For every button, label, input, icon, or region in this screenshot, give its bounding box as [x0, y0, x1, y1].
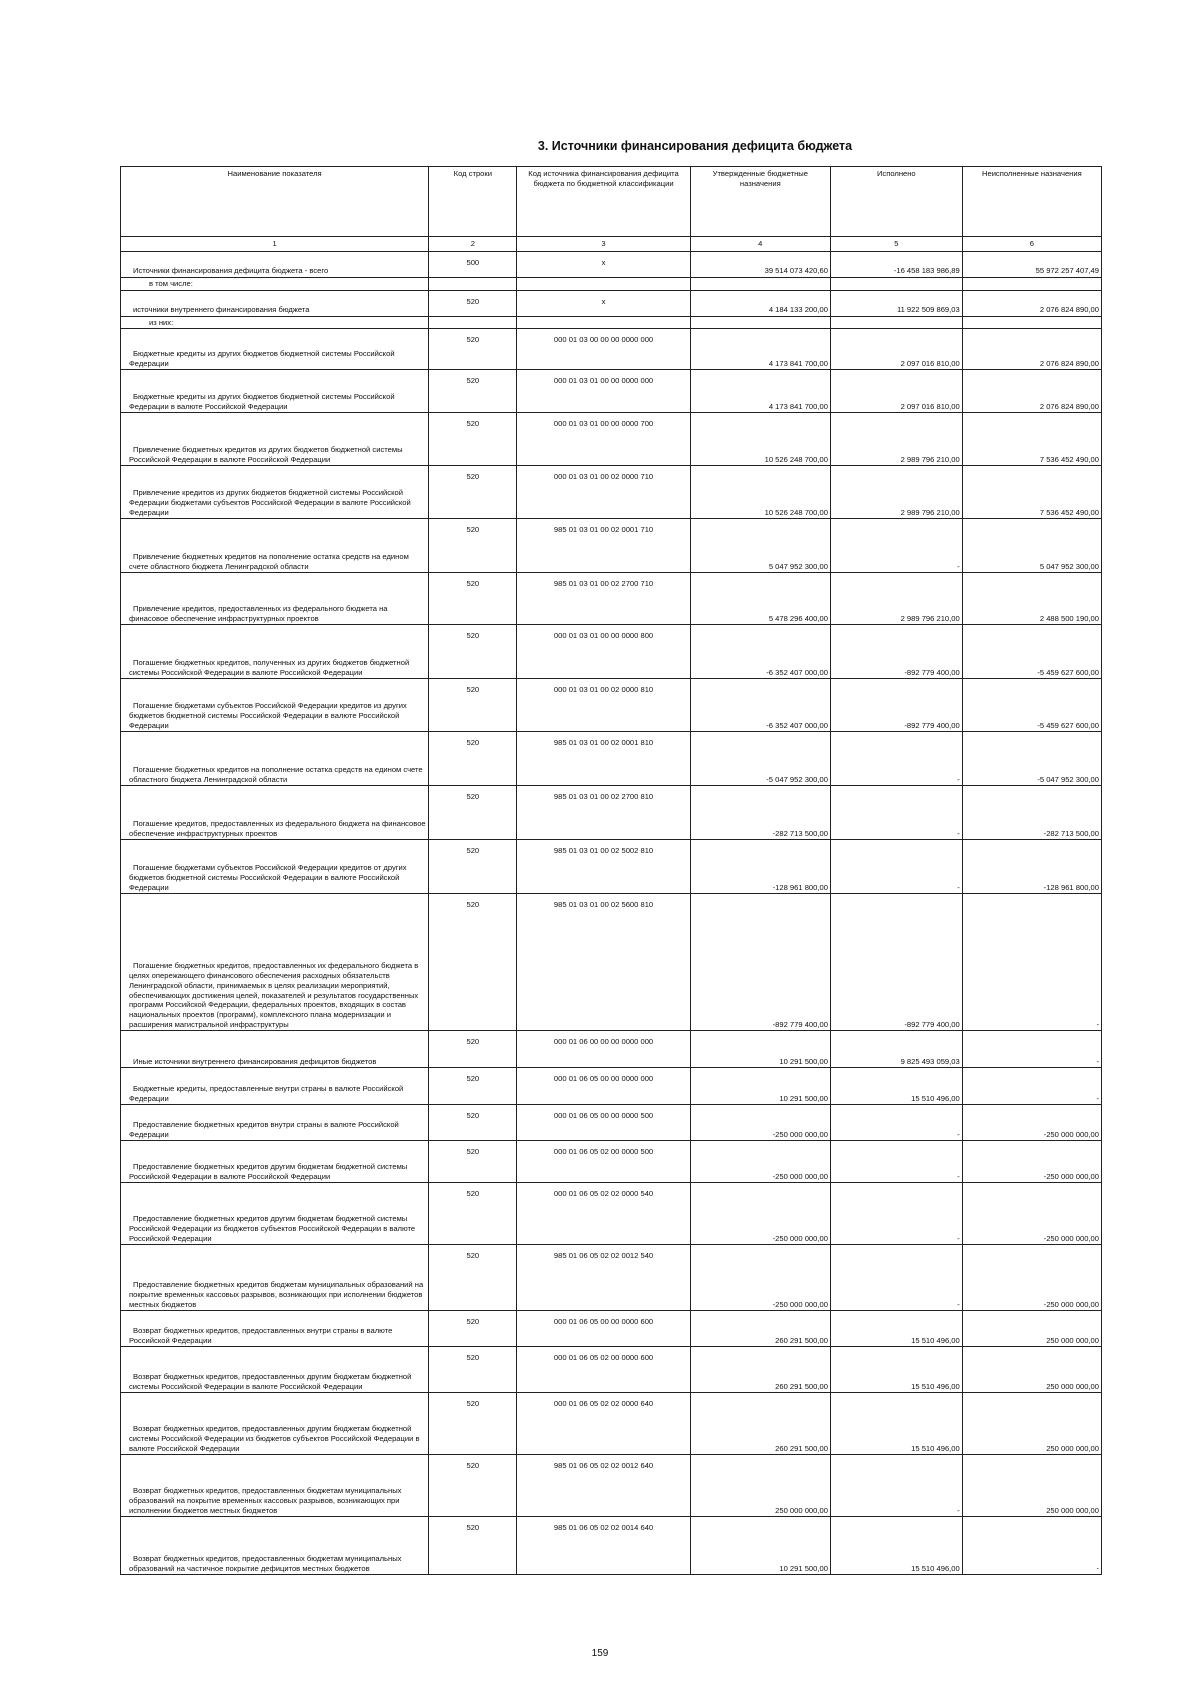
indicator-text: Бюджетные кредиты, предоставленные внутри страны в валюте Российской Федерации	[129, 1084, 404, 1103]
page-number: 159	[591, 1648, 609, 1659]
row-unexecuted-amount: 250 000 000,00	[962, 1347, 1101, 1393]
row-line-code: 520	[429, 466, 517, 519]
row-approved-amount: -282 713 500,00	[690, 786, 830, 840]
row-source-code: 000 01 03 00 00 00 0000 000	[517, 329, 690, 370]
row-executed-amount: -	[830, 1183, 962, 1245]
row-unexecuted-amount: 7 536 452 490,00	[962, 466, 1101, 519]
row-source-code: 000 01 06 05 02 00 0000 600	[517, 1347, 690, 1393]
row-unexecuted-amount: -282 713 500,00	[962, 786, 1101, 840]
row-approved-amount: -6 352 407 000,00	[690, 625, 830, 679]
row-approved-amount: -128 961 800,00	[690, 840, 830, 894]
row-indicator-name	[121, 1517, 429, 1575]
row-indicator-name	[121, 1245, 429, 1311]
row-source-code: 000 01 03 01 00 00 0000 000	[517, 370, 690, 413]
table-subheading-row	[121, 316, 1102, 329]
table-row	[121, 840, 1102, 894]
row-source-code: 000 01 03 01 00 02 0000 710	[517, 466, 690, 519]
indicator-text: Погашение кредитов, предоставленных из федерального бюджета на финансовое обеспечение инфраструктурных проектов	[129, 819, 426, 838]
row-approved-amount: 260 291 500,00	[690, 1347, 830, 1393]
indicator-text: Возврат бюджетных кредитов, предоставленных другим бюджетам бюджетной системы Российской Федерации в валюте Российской Федерации	[129, 1372, 412, 1391]
row-indicator-name	[121, 1183, 429, 1245]
row-source-code: 000 01 03 01 00 02 0000 810	[517, 679, 690, 732]
table-row	[121, 290, 1102, 316]
table-row	[121, 1105, 1102, 1141]
row-indicator-name	[121, 1031, 429, 1068]
row-approved-amount: 250 000 000,00	[690, 1455, 830, 1517]
row-source-code: 985 01 03 01 00 02 2700 810	[517, 786, 690, 840]
indicator-text: Возврат бюджетных кредитов, предоставленных другим бюджетам бюджетной системы Российской Федерации из бюджетов субъектов Российской Федерации в валюте Российской Федерации	[129, 1424, 420, 1453]
indicator-text: Источники финансирования дефицита бюджета - всего	[133, 266, 329, 276]
row-approved-amount: 4 173 841 700,00	[690, 329, 830, 370]
row-line-code: 520	[429, 1068, 517, 1105]
row-unexecuted-amount: -250 000 000,00	[962, 1183, 1101, 1245]
empty-cell	[517, 278, 690, 291]
row-indicator-name	[121, 573, 429, 625]
row-source-code: 000 01 06 05 00 00 0000 000	[517, 1068, 690, 1105]
row-approved-amount: 10 291 500,00	[690, 1068, 830, 1105]
row-executed-amount: 15 510 496,00	[830, 1311, 962, 1347]
indicator-text: Предоставление бюджетных кредитов внутри страны в валюте Российской Федерации	[129, 1120, 399, 1139]
indicator-text: Предоставление бюджетных кредитов другим бюджетам бюджетной системы Российской Федерации из бюджетов субъектов Российской Федерации в валюте Российской Федерации	[129, 1214, 416, 1243]
row-executed-amount: -	[830, 840, 962, 894]
table-row	[121, 1141, 1102, 1183]
empty-cell	[517, 316, 690, 329]
table-subheading-row	[121, 278, 1102, 291]
row-source-code: 985 01 06 05 02 02 0012 640	[517, 1455, 690, 1517]
row-source-code: 985 01 03 01 00 02 5600 810	[517, 894, 690, 1031]
indicator-text: Возврат бюджетных кредитов, предоставленных внутри страны в валюте Российской Федерации	[129, 1326, 393, 1345]
row-approved-amount: -6 352 407 000,00	[690, 679, 830, 732]
row-executed-amount: 2 989 796 210,00	[830, 573, 962, 625]
row-source-code: 000 01 06 05 02 02 0000 540	[517, 1183, 690, 1245]
row-executed-amount: -	[830, 1455, 962, 1517]
header-source-code: Код источника финансирования дефицита бюджета по бюджетной классификации	[517, 167, 690, 237]
table-row	[121, 894, 1102, 1031]
row-source-code: 000 01 06 00 00 00 0000 000	[517, 1031, 690, 1068]
row-executed-amount: -	[830, 1141, 962, 1183]
indicator-text: Погашение бюджетами субъектов Российской Федерации кредитов из других бюджетов бюджетной системы Российской Федерации в валюте Российской Федерации	[129, 701, 407, 730]
empty-cell	[830, 316, 962, 329]
row-unexecuted-amount: 2 076 824 890,00	[962, 290, 1101, 316]
empty-cell	[962, 316, 1101, 329]
row-approved-amount: -250 000 000,00	[690, 1183, 830, 1245]
indicator-text: Погашение бюджетных кредитов, предоставленных их федерального бюджета в целях опережающего финансового обеспечения расходных обязательств Ленинградской области, принимаемых в целях реализации мероприятий, обеспечивающих достижения целей, показателей и результатов государственных программ Российской Федерации, федеральных проектов, входящих в состав национальных проектов (программ), комплексного плана модернизации и расширения магистральной инфраструктуры	[129, 961, 419, 1029]
row-approved-amount: -892 779 400,00	[690, 894, 830, 1031]
row-source-code: 985 01 03 01 00 02 0001 810	[517, 732, 690, 786]
table-row	[121, 1245, 1102, 1311]
row-approved-amount: 39 514 073 420,60	[690, 252, 830, 278]
row-executed-amount: -	[830, 732, 962, 786]
row-line-code: 520	[429, 679, 517, 732]
table-row	[121, 413, 1102, 466]
row-subheading: из них:	[121, 316, 429, 329]
row-source-code: 985 01 06 05 02 02 0012 540	[517, 1245, 690, 1311]
row-executed-amount: -892 779 400,00	[830, 679, 962, 732]
table-row	[121, 1068, 1102, 1105]
row-approved-amount: 4 184 133 200,00	[690, 290, 830, 316]
row-source-code: 000 01 06 05 02 02 0000 640	[517, 1393, 690, 1455]
table-row	[121, 466, 1102, 519]
row-unexecuted-amount: 250 000 000,00	[962, 1393, 1101, 1455]
row-line-code: 520	[429, 1141, 517, 1183]
row-executed-amount: -892 779 400,00	[830, 894, 962, 1031]
row-line-code: 520	[429, 894, 517, 1031]
row-executed-amount: -	[830, 1105, 962, 1141]
row-line-code: 520	[429, 290, 517, 316]
column-number: 5	[830, 237, 962, 252]
row-unexecuted-amount: -	[962, 894, 1101, 1031]
row-unexecuted-amount: -5 459 627 600,00	[962, 679, 1101, 732]
row-unexecuted-amount: 7 536 452 490,00	[962, 413, 1101, 466]
row-unexecuted-amount: 2 076 824 890,00	[962, 370, 1101, 413]
table-row	[121, 519, 1102, 573]
row-indicator-name	[121, 625, 429, 679]
table-body	[121, 252, 1102, 1575]
row-executed-amount: 2 989 796 210,00	[830, 413, 962, 466]
indicator-text: Привлечение бюджетных кредитов на пополнение остатка средств на едином счете областного бюджета Ленинградской области	[129, 552, 409, 571]
table-row	[121, 625, 1102, 679]
indicator-text: Возврат бюджетных кредитов, предоставленных бюджетам муниципальных образований на покрытие временных кассовых разрывов, возникающих при исполнении бюджетов местных бюджетов	[129, 1486, 402, 1515]
row-approved-amount: 5 047 952 300,00	[690, 519, 830, 573]
row-line-code: 520	[429, 1455, 517, 1517]
row-subheading: в том числе:	[121, 278, 429, 291]
row-line-code: 520	[429, 1347, 517, 1393]
row-executed-amount: 11 922 509 869,03	[830, 290, 962, 316]
column-number: 6	[962, 237, 1101, 252]
row-executed-amount: -892 779 400,00	[830, 625, 962, 679]
table-row	[121, 252, 1102, 278]
table-row	[121, 679, 1102, 732]
row-line-code: 520	[429, 329, 517, 370]
row-unexecuted-amount: 5 047 952 300,00	[962, 519, 1101, 573]
indicator-text: Привлечение кредитов, предоставленных из федерального бюджета на финасовое обеспечение инфраструктурных проектов	[129, 604, 388, 623]
row-executed-amount: 15 510 496,00	[830, 1068, 962, 1105]
row-source-code: 985 01 03 01 00 02 2700 710	[517, 573, 690, 625]
row-approved-amount: 10 526 248 700,00	[690, 466, 830, 519]
header-approved: Утвержденные бюджетные назначения	[690, 167, 830, 237]
table-row	[121, 1183, 1102, 1245]
row-indicator-name	[121, 466, 429, 519]
row-unexecuted-amount: 250 000 000,00	[962, 1311, 1101, 1347]
row-indicator-name	[121, 290, 429, 316]
row-unexecuted-amount: -5 047 952 300,00	[962, 732, 1101, 786]
row-line-code: 500	[429, 252, 517, 278]
table-row	[121, 1393, 1102, 1455]
indicator-text: Погашение бюджетных кредитов, полученных из других бюджетов бюджетной системы Российской Федерации в валюте Российской Федерации	[129, 658, 410, 677]
row-indicator-name	[121, 329, 429, 370]
row-approved-amount: 10 526 248 700,00	[690, 413, 830, 466]
header-line-code: Код строки	[429, 167, 517, 237]
row-approved-amount: -250 000 000,00	[690, 1245, 830, 1311]
indicator-text: Бюджетные кредиты из других бюджетов бюджетной системы Российской Федерации в валюте Российской Федерации	[129, 392, 395, 411]
table-row	[121, 370, 1102, 413]
table-row	[121, 1347, 1102, 1393]
column-number: 3	[517, 237, 690, 252]
indicator-text: Погашение бюджетных кредитов на пополнение остатка средств на едином счете областного бюджета Ленинградской области	[129, 765, 423, 784]
indicator-text: Предоставление бюджетных кредитов другим бюджетам бюджетной системы Российской Федерации в валюте Российской Федерации	[129, 1162, 408, 1181]
row-indicator-name	[121, 413, 429, 466]
row-line-code: 520	[429, 1517, 517, 1575]
row-source-code: 000 01 06 05 00 00 0000 500	[517, 1105, 690, 1141]
empty-cell	[429, 278, 517, 291]
indicator-text: Возврат бюджетных кредитов, предоставленных бюджетам муниципальных образований на частичное покрытие дефицитов местных бюджетов	[129, 1554, 402, 1573]
indicator-text: источники внутреннего финансирования бюджета	[133, 305, 310, 314]
row-indicator-name	[121, 1393, 429, 1455]
indicator-text: Погашение бюджетами субъектов Российской Федерации кредитов от других бюджетов бюджетной системы Российской Федерации в валюте Российской Федерации	[129, 863, 407, 892]
row-source-code: 000 01 03 01 00 00 0000 800	[517, 625, 690, 679]
row-executed-amount: 9 825 493 059,03	[830, 1031, 962, 1068]
row-executed-amount: -16 458 183 986,89	[830, 252, 962, 278]
indicator-text: Иные источники внутреннего финансирования дефицитов бюджетов	[133, 1056, 377, 1066]
row-unexecuted-amount: 2 488 500 190,00	[962, 573, 1101, 625]
row-line-code: 520	[429, 1031, 517, 1068]
row-line-code: 520	[429, 1105, 517, 1141]
empty-cell	[690, 316, 830, 329]
row-executed-amount: 15 510 496,00	[830, 1347, 962, 1393]
row-indicator-name	[121, 370, 429, 413]
row-indicator-name	[121, 679, 429, 732]
row-indicator-name	[121, 1347, 429, 1393]
header-unexecuted: Неисполненные назначения	[962, 167, 1101, 237]
indicator-text: Предоставление бюджетных кредитов бюджетам муниципальных образований на покрытие временных кассовых разрывов, возникающих при исполнении бюджетов местных бюджетов	[129, 1280, 424, 1309]
row-unexecuted-amount: 2 076 824 890,00	[962, 329, 1101, 370]
row-indicator-name	[121, 519, 429, 573]
row-indicator-name	[121, 786, 429, 840]
row-source-code: 985 01 06 05 02 02 0014 640	[517, 1517, 690, 1575]
row-unexecuted-amount: -	[962, 1068, 1101, 1105]
row-executed-amount: 2 097 016 810,00	[830, 329, 962, 370]
table-row	[121, 732, 1102, 786]
row-indicator-name	[121, 1105, 429, 1141]
row-executed-amount: 2 989 796 210,00	[830, 466, 962, 519]
row-unexecuted-amount: -	[962, 1031, 1101, 1068]
row-line-code: 520	[429, 786, 517, 840]
row-indicator-name	[121, 252, 429, 278]
row-approved-amount: 5 478 296 400,00	[690, 573, 830, 625]
row-line-code: 520	[429, 625, 517, 679]
column-number: 1	[121, 237, 429, 252]
row-unexecuted-amount: -128 961 800,00	[962, 840, 1101, 894]
header-executed: Исполнено	[830, 167, 962, 237]
row-source-code: 000 01 06 05 00 00 0000 600	[517, 1311, 690, 1347]
row-indicator-name	[121, 732, 429, 786]
row-executed-amount: 15 510 496,00	[830, 1393, 962, 1455]
header-indicator-name: Наименование показателя	[121, 167, 429, 237]
indicator-text: Привлечение бюджетных кредитов из других бюджетов бюджетной системы Российской Федерации в валюте Российской Федерации	[129, 445, 403, 464]
row-source-code: 000 01 06 05 02 00 0000 500	[517, 1141, 690, 1183]
row-executed-amount: -	[830, 519, 962, 573]
table-row	[121, 1455, 1102, 1517]
row-unexecuted-amount: -5 459 627 600,00	[962, 625, 1101, 679]
row-source-code: 985 01 03 01 00 02 5002 810	[517, 840, 690, 894]
row-executed-amount: 2 097 016 810,00	[830, 370, 962, 413]
empty-cell	[830, 278, 962, 291]
row-approved-amount: 260 291 500,00	[690, 1393, 830, 1455]
row-line-code: 520	[429, 840, 517, 894]
row-line-code: 520	[429, 413, 517, 466]
row-approved-amount: 260 291 500,00	[690, 1311, 830, 1347]
indicator-text: Привлечение кредитов из других бюджетов бюджетной системы Российской Федерации бюджетами субъектов Российской Федерации в валюте Российской Федерации	[129, 488, 411, 517]
row-unexecuted-amount: -250 000 000,00	[962, 1141, 1101, 1183]
table-row	[121, 786, 1102, 840]
table-row	[121, 1311, 1102, 1347]
row-approved-amount: 10 291 500,00	[690, 1517, 830, 1575]
table-row	[121, 329, 1102, 370]
row-executed-amount: -	[830, 786, 962, 840]
empty-cell	[962, 278, 1101, 291]
row-indicator-name	[121, 840, 429, 894]
table-header-row	[121, 167, 1102, 237]
row-line-code: 520	[429, 1311, 517, 1347]
table-row	[121, 1031, 1102, 1068]
column-number-row	[121, 237, 1102, 252]
row-line-code: 520	[429, 573, 517, 625]
row-indicator-name	[121, 1068, 429, 1105]
row-line-code: 520	[429, 370, 517, 413]
row-executed-amount: 15 510 496,00	[830, 1517, 962, 1575]
row-approved-amount: -250 000 000,00	[690, 1105, 830, 1141]
row-source-code: x	[517, 290, 690, 316]
row-source-code: x	[517, 252, 690, 278]
empty-cell	[690, 278, 830, 291]
row-unexecuted-amount: -250 000 000,00	[962, 1245, 1101, 1311]
table-row	[121, 573, 1102, 625]
row-indicator-name	[121, 1455, 429, 1517]
row-source-code: 000 01 03 01 00 00 0000 700	[517, 413, 690, 466]
page-title: 3. Источники финансирования дефицита бюджета	[537, 139, 853, 153]
row-line-code: 520	[429, 519, 517, 573]
column-number: 4	[690, 237, 830, 252]
row-approved-amount: -250 000 000,00	[690, 1141, 830, 1183]
row-approved-amount: 4 173 841 700,00	[690, 370, 830, 413]
column-number: 2	[429, 237, 517, 252]
row-source-code: 985 01 03 01 00 02 0001 710	[517, 519, 690, 573]
row-line-code: 520	[429, 1183, 517, 1245]
row-line-code: 520	[429, 732, 517, 786]
row-line-code: 520	[429, 1245, 517, 1311]
row-indicator-name	[121, 894, 429, 1031]
row-unexecuted-amount: 55 972 257 407,49	[962, 252, 1101, 278]
row-indicator-name	[121, 1311, 429, 1347]
indicator-text: Бюджетные кредиты из других бюджетов бюджетной системы Российской Федерации	[129, 349, 395, 368]
row-line-code: 520	[429, 1393, 517, 1455]
row-unexecuted-amount: -	[962, 1517, 1101, 1575]
empty-cell	[429, 316, 517, 329]
table-row	[121, 1517, 1102, 1575]
row-unexecuted-amount: -250 000 000,00	[962, 1105, 1101, 1141]
row-unexecuted-amount: 250 000 000,00	[962, 1455, 1101, 1517]
row-indicator-name	[121, 1141, 429, 1183]
row-executed-amount: -	[830, 1245, 962, 1311]
row-approved-amount: 10 291 500,00	[690, 1031, 830, 1068]
financing-sources-table	[120, 166, 1102, 1575]
row-approved-amount: -5 047 952 300,00	[690, 732, 830, 786]
